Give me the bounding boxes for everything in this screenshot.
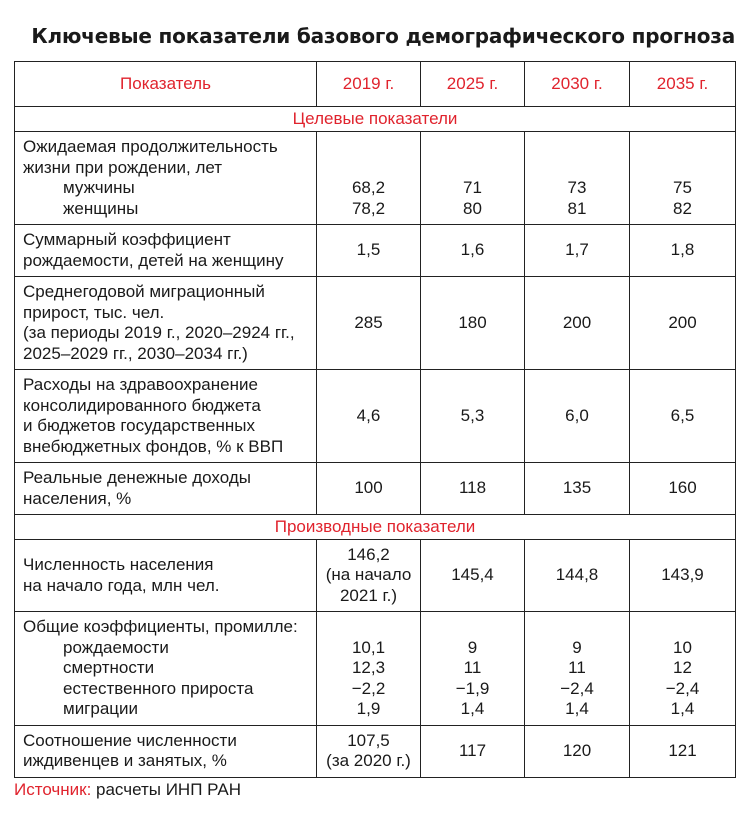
cell-value: −2,4 [665,678,700,698]
cell-population-2019 [317,540,421,612]
source-label: Источник: [14,780,92,799]
table-row [15,277,736,370]
cell-migration-2019: 285 [317,277,421,370]
label-line: иждивенцев и занятых, % [23,751,227,770]
cell-migration-2025: 180 [421,277,525,370]
cell-value: 73 [567,178,587,197]
label-line: Общие коэффициенты, промилле: [23,617,298,636]
cell-value: 75 [673,178,692,197]
table-row [15,725,736,777]
table-row [15,225,736,277]
label-sub-birth: рождаемости [63,637,169,657]
label-sub-women: женщины [63,198,139,218]
label-line: Численность населения [23,555,214,574]
cell-income-2030: 135 [525,463,630,515]
label-line: консолидированного бюджета [23,395,261,415]
section-row-derived [15,515,736,540]
cell-life-2025 [421,132,525,225]
header-indicator: Показатель [15,62,317,107]
cell-life-2035 [630,132,736,225]
header-year-2019: 2019 г. [317,62,421,107]
header-row [15,62,736,107]
header-year-2035: 2035 г. [630,62,736,107]
row-label-life [15,132,317,225]
label-line: Реальные денежные доходы [23,468,251,487]
cell-value: 146,2 [347,544,390,564]
cell-value: 12 [673,658,692,677]
label-sub-natural: естественного прироста [63,678,254,698]
cell-note: (на начало [325,565,412,585]
label-line: (за периоды 2019 г., 2020–2924 гг., [23,323,295,342]
cell-value: 80 [463,198,482,218]
row-label-migration [15,277,317,370]
cell-health-2030: 6,0 [525,370,630,463]
cell-fertility-2025: 1,6 [421,225,525,277]
cell-health-2025: 5,3 [421,370,525,463]
cell-income-2025: 118 [421,463,525,515]
label-line: на начало года, млн чел. [23,575,220,595]
table-title: Ключевые показатели базового демографического прогноза [31,24,735,48]
cell-health-2035: 6,5 [630,370,736,463]
cell-income-2035: 160 [630,463,736,515]
cell-income-2019: 100 [317,463,421,515]
table-row [15,132,736,225]
cell-value: −1,9 [455,678,490,698]
cell-value: −2,4 [560,678,594,698]
cell-value: 107,5 [347,730,390,750]
cell-value: 1,9 [356,699,381,718]
cell-migration-2035: 200 [630,277,736,370]
label-line: Расходы на здравоохранение [23,375,258,394]
row-label-income [15,463,317,515]
row-label-population [15,540,317,612]
forecast-table [14,61,736,778]
label-line: Суммарный коэффициент [23,230,231,249]
cell-value: 9 [467,637,478,657]
cell-coefs-2025 [421,612,525,726]
label-sub-migration: миграции [63,699,139,718]
label-line: Ожидаемая продолжительность [23,137,278,156]
label-line: 2025–2029 гг., 2030–2034 гг.) [23,343,248,363]
source-text: расчеты ИНП РАН [91,780,241,799]
row-label-health [15,370,317,463]
row-label-fertility [15,225,317,277]
cell-value: 12,3 [351,658,386,677]
label-line: рождаемости, детей на женщину [23,250,284,270]
cell-coefs-2030 [525,612,630,726]
cell-value: 11 [463,658,482,677]
cell-life-2019 [317,132,421,225]
table-row [15,612,736,726]
row-label-coefs [15,612,317,726]
cell-dependency-2019 [317,725,421,777]
cell-value: 81 [567,198,587,218]
cell-value: 9 [572,637,582,657]
cell-population-2035: 143,9 [630,540,736,612]
section-target: Целевые показатели [15,107,736,132]
label-line: населения, % [23,488,132,508]
label-line: жизни при рождении, лет [23,157,223,177]
cell-health-2019: 4,6 [317,370,421,463]
table-row [15,370,736,463]
table-row [15,463,736,515]
cell-value: 11 [568,658,586,677]
cell-population-2025: 145,4 [421,540,525,612]
cell-coefs-2035 [630,612,736,726]
cell-value: 10 [673,637,692,657]
label-sub-death: смертности [63,658,155,677]
header-year-2025: 2025 г. [421,62,525,107]
cell-value: 68,2 [351,178,386,197]
section-derived: Производные показатели [15,515,736,540]
cell-coefs-2019 [317,612,421,726]
cell-dependency-2030: 120 [525,725,630,777]
cell-note: 2021 г.) [339,585,398,605]
row-label-dependency [15,725,317,777]
cell-migration-2030: 200 [525,277,630,370]
cell-fertility-2030: 1,7 [525,225,630,277]
cell-population-2030: 144,8 [525,540,630,612]
cell-value: 1,4 [460,699,485,718]
cell-life-2030 [525,132,630,225]
label-line: прирост, тыс. чел. [23,302,165,322]
cell-dependency-2035: 121 [630,725,736,777]
label-line: внебюджетных фондов, % к ВВП [23,436,284,456]
label-line: и бюджетов государственных [23,416,255,435]
cell-value: 82 [673,198,692,218]
cell-value: −2,2 [351,678,386,698]
cell-dependency-2025: 117 [421,725,525,777]
cell-fertility-2019: 1,5 [317,225,421,277]
cell-value: 1,4 [670,699,695,718]
cell-value: 71 [463,178,482,197]
label-sub-men: мужчины [63,178,135,197]
cell-value: 10,1 [351,637,386,657]
section-row-target [15,107,736,132]
table-row [15,540,736,612]
cell-fertility-2035: 1,8 [630,225,736,277]
label-line: Среднегодовой миграционный [23,282,265,301]
header-year-2030: 2030 г. [525,62,630,107]
cell-value: 1,4 [565,699,589,718]
label-line: Соотношение численности [23,730,237,750]
cell-note: (за 2020 г.) [326,751,411,770]
source-note [14,780,241,800]
cell-value: 78,2 [351,198,386,218]
